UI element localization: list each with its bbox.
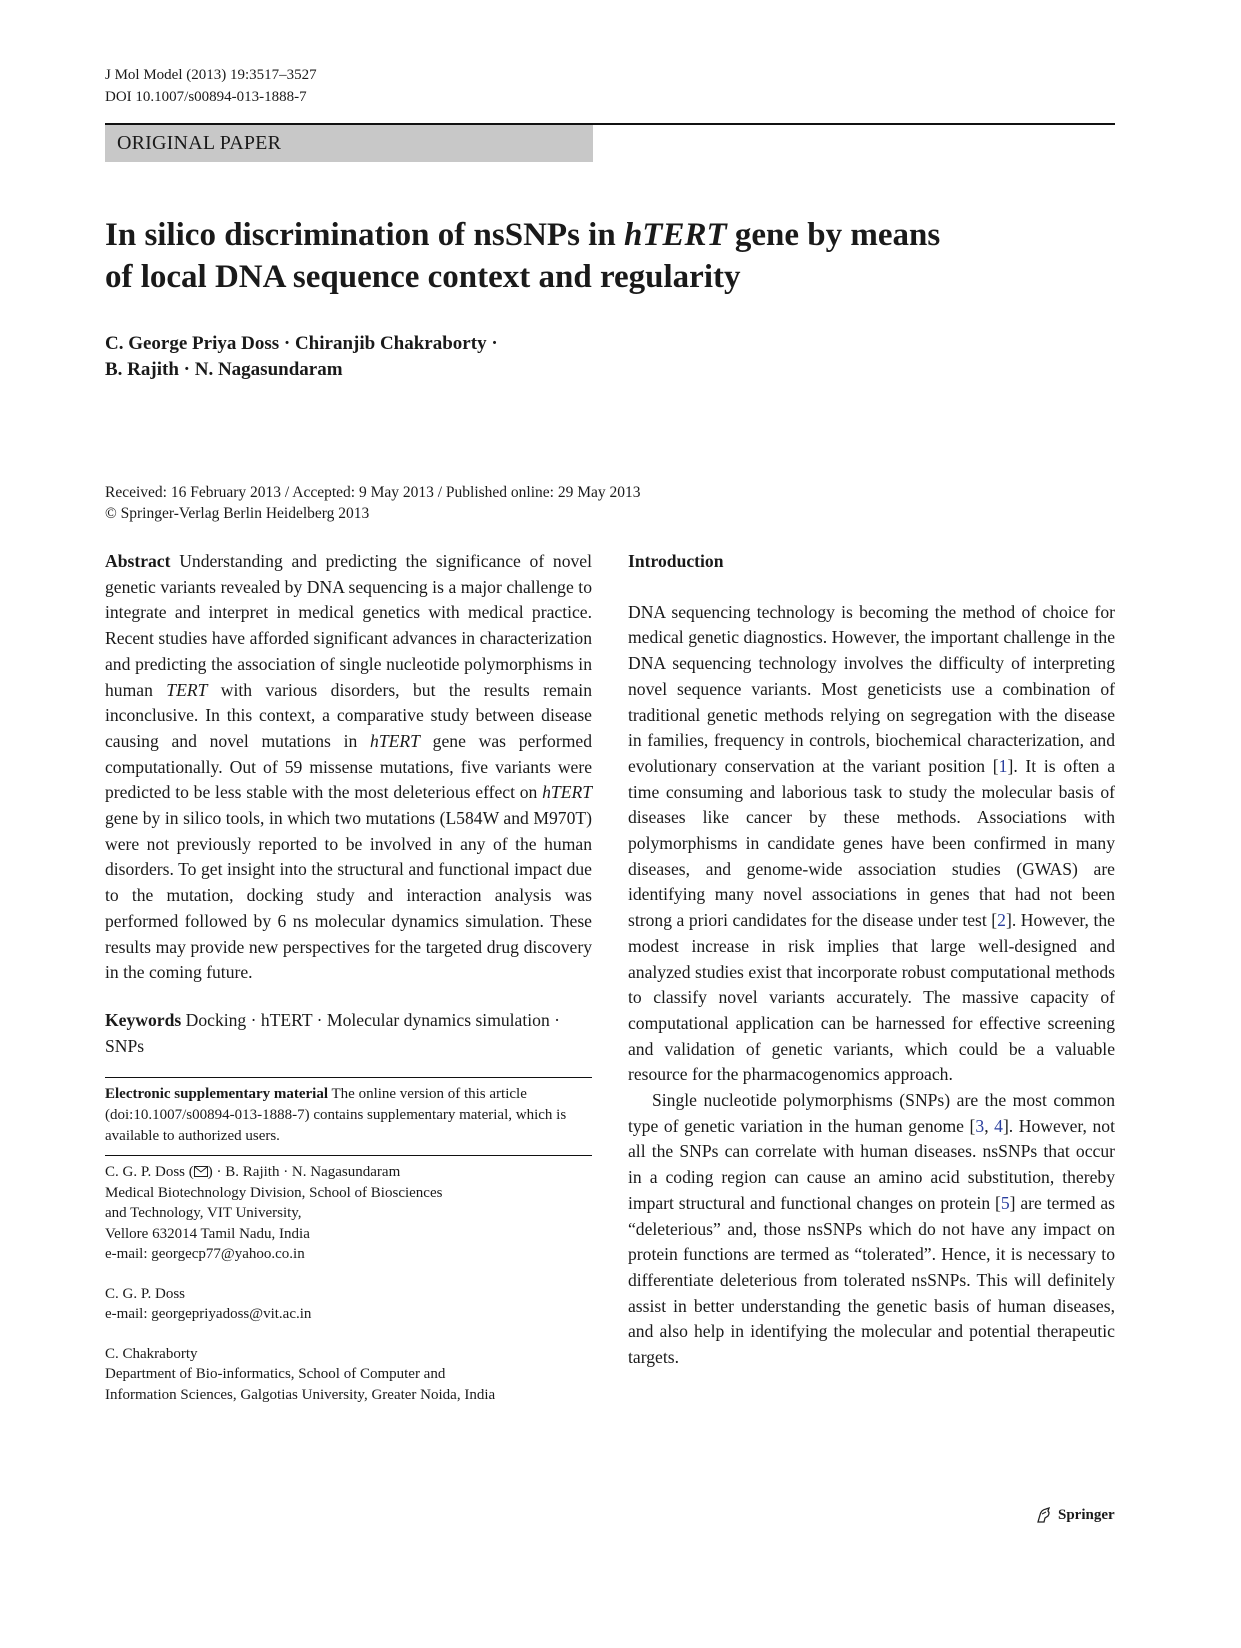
- affiliation-block: [105, 1162, 592, 1265]
- title-line2: of local DNA sequence context and regularity: [105, 259, 741, 295]
- publication-dates: [105, 482, 641, 524]
- affiliation-line: Vellore 632014 Tamil Nadu, India: [105, 1225, 310, 1242]
- section-heading-introduction: Introduction: [628, 551, 724, 571]
- affiliation-block: [105, 1344, 592, 1406]
- affiliation-line: and Technology, VIT University,: [105, 1205, 302, 1222]
- affiliation-line: Information Sciences, Galgotias University, Greater Noida, India: [105, 1386, 496, 1403]
- supplementary-text: The online version of this article (doi:10.1007/s00894-013-1888-7) contains supplementary material, which is available to authorized users.: [105, 1086, 567, 1145]
- supplementary-rule-top: [105, 1077, 592, 1078]
- affiliation-name: C. G. P. Doss: [105, 1285, 186, 1302]
- journal-citation: J Mol Model (2013) 19:3517–3527: [105, 67, 317, 83]
- title-gene: hTERT: [623, 217, 727, 253]
- abstract-htert-2: hTERT: [542, 782, 592, 803]
- left-column: [105, 549, 592, 1424]
- citation-link[interactable]: 3: [975, 1115, 985, 1136]
- received-accepted: Received: 16 February 2013 / Accepted: 9 May 2013 / Published online: 29 May 2013: [105, 484, 641, 501]
- keywords-text: Docking · hTERT · Molecular dynamics simulation · SNPs: [105, 1009, 560, 1056]
- springer-horse-icon: [1035, 1506, 1053, 1524]
- intro-text: ]. However, not all the SNPs can correlate with human diseases. nsSNPs that occur in a coding region can cause an amino acid substitution, thereby impart structural and functional changes on protein [: [628, 1115, 1115, 1213]
- supplementary-note: [105, 1084, 592, 1147]
- intro-paragraph-1: [628, 600, 1115, 1088]
- publisher-logo: [1035, 1504, 1115, 1526]
- title-part1: In silico discrimination of nsSNPs in: [105, 217, 624, 253]
- authors-line2: B. Rajith · N. Nagasundaram: [105, 359, 343, 380]
- keywords-label: Keywords: [105, 1009, 182, 1030]
- supplementary-label: Electronic supplementary material: [105, 1086, 329, 1103]
- title-part2: gene by means: [726, 217, 941, 253]
- author-list: [105, 331, 498, 383]
- affiliation-name: C. Chakraborty: [105, 1345, 198, 1362]
- abstract: [105, 549, 592, 986]
- abstract-tert: TERT: [166, 679, 208, 700]
- affiliation-line: Department of Bio-informatics, School of Computer and: [105, 1366, 446, 1383]
- copyright: © Springer-Verlag Berlin Heidelberg 2013: [105, 505, 370, 522]
- affiliation-line: Medical Biotechnology Division, School of Biosciences: [105, 1184, 443, 1201]
- citation-link[interactable]: 4: [994, 1115, 1003, 1136]
- journal-header: [105, 64, 317, 108]
- publisher-name: Springer: [1058, 1507, 1115, 1523]
- authors-line1: C. George Priya Doss · Chiranjib Chakraborty ·: [105, 333, 498, 354]
- affiliation-name-post: ) · B. Rajith · N. Nagasundaram: [207, 1164, 401, 1181]
- affiliation-names: [105, 1162, 592, 1183]
- affiliations: [105, 1162, 592, 1405]
- email-link[interactable]: e-mail: georgepriyadoss@vit.ac.in: [105, 1306, 312, 1323]
- citation-link[interactable]: 1: [998, 755, 1008, 776]
- supplementary-rule-bottom: [105, 1155, 592, 1156]
- abstract-label: Abstract: [105, 551, 171, 571]
- affiliation-block: [105, 1284, 592, 1325]
- abstract-text-3: gene was performed computationally. Out of 59 missense mutations, five variants were predicted to be less stable with the most deleterious effect on: [105, 730, 592, 803]
- keywords: [105, 1008, 592, 1059]
- intro-text: ]. However, the modest increase in risk implies that large well-designed and analyzed studies exist that incorporate robust computational methods to classify novel variants accurately. The massive capacity of computational application can be harnessed for effective screening and validation of genetic variants, which could be a valuable resource for the pharmacogenomics approach.: [628, 910, 1115, 1085]
- article-type-banner: ORIGINAL PAPER: [105, 125, 593, 162]
- envelope-icon: [194, 1166, 208, 1177]
- abstract-text-2: with various disorders, but the results remain inconclusive. In this context, a comparative study between disease causing and novel mutations in: [105, 679, 592, 751]
- abstract-text-1: Understanding and predicting the significance of novel genetic variants revealed by DNA sequencing is a major challenge to integrate and interpret in medical genetics with medical practice. Recent studies have afforded significant advances in characterization and predicting the association of single nucleotide polymorphisms in human: [105, 551, 592, 700]
- intro-text: ]. It is often a time consuming and laborious task to study the molecular basis of diseases like cancer by these methods. Associations with polymorphisms in candidate genes have been confirmed in many diseases, and genome-wide association studies (GWAS) are identifying many novel associations in genes that had not been strong a priori candidates for the disease under test [: [628, 755, 1115, 931]
- email-link[interactable]: e-mail: georgecp77@yahoo.co.in: [105, 1246, 305, 1263]
- paper-title: [105, 214, 1105, 298]
- intro-text: ] are termed as “deleterious” and, those nsSNPs which do not have any impact on protein functions are termed as “tolerated”. Hence, it is necessary to differentiate deleterious from tolerated nsSNPs. This will definitely assist in better understanding the genetic basis of human diseases, and also help in identifying the molecular and potential therapeutic targets.: [628, 1192, 1115, 1368]
- citation-separator: ,: [984, 1115, 995, 1136]
- citation-link[interactable]: 5: [1000, 1192, 1010, 1213]
- abstract-htert-1: hTERT: [370, 730, 420, 751]
- right-column: [628, 549, 1115, 1371]
- intro-text: DNA sequencing technology is becoming the method of choice for medical genetic diagnostics. However, the important challenge in the DNA sequencing technology involves the difficulty of interpreting novel sequence variants. Most geneticists use a combination of traditional genetic methods relying on segregation with the disease in families, frequency in controls, biochemical characterization, and evolutionary conservation at the variant position [: [628, 601, 1115, 776]
- citation-link[interactable]: 2: [997, 910, 1006, 931]
- abstract-text-4: gene by in silico tools, in which two mutations (L584W and M970T) were not previously reported to be involved in any of the human disorders. To get insight into the structural and functional impact due to the mutation, docking study and interaction analysis was performed followed by 6 ns molecular dynamics simulation. These results may provide new perspectives for the targeted drug discovery in the coming future.: [105, 808, 592, 983]
- intro-paragraph-2: [628, 1088, 1115, 1371]
- affiliation-name-pre: C. G. P. Doss (: [105, 1164, 194, 1181]
- doi: DOI 10.1007/s00894-013-1888-7: [105, 89, 307, 105]
- intro-text: Single nucleotide polymorphisms (SNPs) are the most common type of genetic variation in the human genome [: [628, 1090, 1115, 1136]
